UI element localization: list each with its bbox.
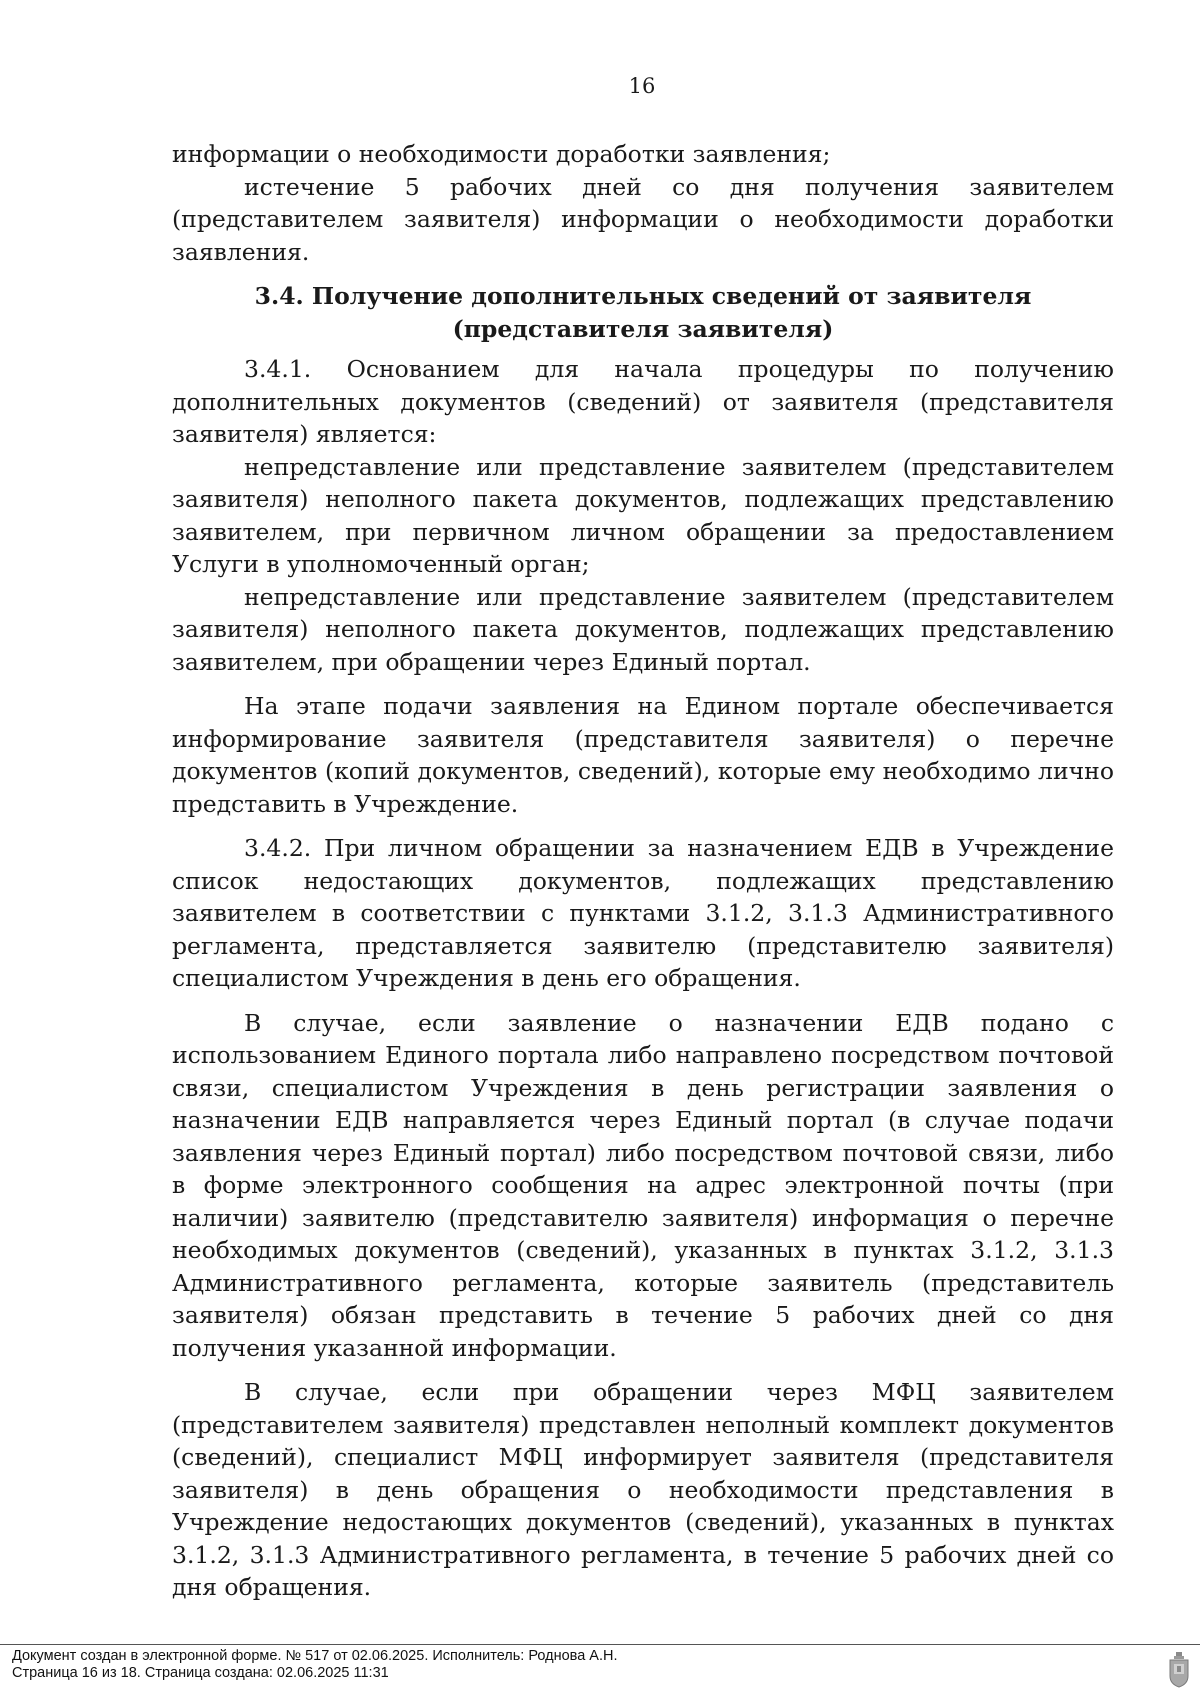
paragraph: 3.4.1. Основанием для начала процедуры по получению дополнительных документов (сведений) от заявителя (представителя заявителя) является: <box>172 355 1114 448</box>
footer-document-info: Документ создан в электронной форме. № 517 от 02.06.2025. Исполнитель: Роднова А.Н. <box>12 1648 618 1664</box>
document-body <box>172 138 1114 1604</box>
paragraph: непредставление или представление заявителем (представителем заявителя) неполного пакета документов, подлежащих представлению заявителем, при первичном личном обращении за предоставлением Услуги в уполномоченный орган; <box>172 452 1114 578</box>
paragraph: непредставление или представление заявителем (представителем заявителя) неполного пакета документов, подлежащих представлению заявителем, при обращении через Единый портал. <box>172 582 1114 676</box>
document-footer <box>12 1648 618 1682</box>
paragraph: В случае, если заявление о назначении ЕДВ подано с использованием Единого портала либо направлено посредством почтовой связи, специалистом Учреждения в день регистрации заявления о назначении ЕДВ направляется через Единый портал (в случае подачи заявления через Единый портал) либо посредством почтовой связи, либо в форме электронного сообщения на адрес электронной почты (при наличии) заявителю (представителю заявителя) информация о перечне необходимых документов (сведений), указанных в пунктах 3.1.2, 3.1.3 Административного регламента, которые заявитель (представитель заявителя) обязан представить в течение 5 рабочих дней со дня получения указанной информации. <box>172 1008 1114 1362</box>
page-number: 16 <box>628 74 656 98</box>
paragraph: истечение 5 рабочих дней со дня получения заявителем (представителем заявителя) информации о необходимости доработки заявления. <box>172 172 1114 266</box>
coat-of-arms-icon <box>1168 1652 1190 1688</box>
paragraph: 3.4.2. При личном обращении за назначением ЕДВ в Учреждение список недостающих документов, подлежащих представлению заявителем в соответствии с пунктами 3.1.2, 3.1.3 Административного регламента, представляется заявителю (представителю заявителя) специалистом Учреждения в день его обращения. <box>172 834 1114 992</box>
footer-divider <box>0 1644 1200 1645</box>
paragraph: На этапе подачи заявления на Едином портале обеспечивается информирование заявителя (представителя заявителя) о перечне документов (копий документов, сведений), которые ему необходимо лично представить в Учреждение. <box>172 692 1114 818</box>
footer-page-info: Страница 16 из 18. Страница создана: 02.06.2025 11:31 <box>12 1665 389 1681</box>
section-heading: 3.4. Получение дополнительных сведений от заявителя (представителя заявителя) <box>254 282 1032 343</box>
paragraph: В случае, если при обращении через МФЦ заявителем (представителем заявителя) представлен неполный комплект документов (сведений), специалист МФЦ информирует заявителя (представителя заявителя) в день обращения о необходимости представления в Учреждение недостающих документов (сведений), указанных в пунктах 3.1.2, 3.1.3 Административного регламента, в течение 5 рабочих дней со дня обращения. <box>172 1378 1114 1601</box>
paragraph: информации о необходимости доработки заявления; <box>172 140 831 168</box>
